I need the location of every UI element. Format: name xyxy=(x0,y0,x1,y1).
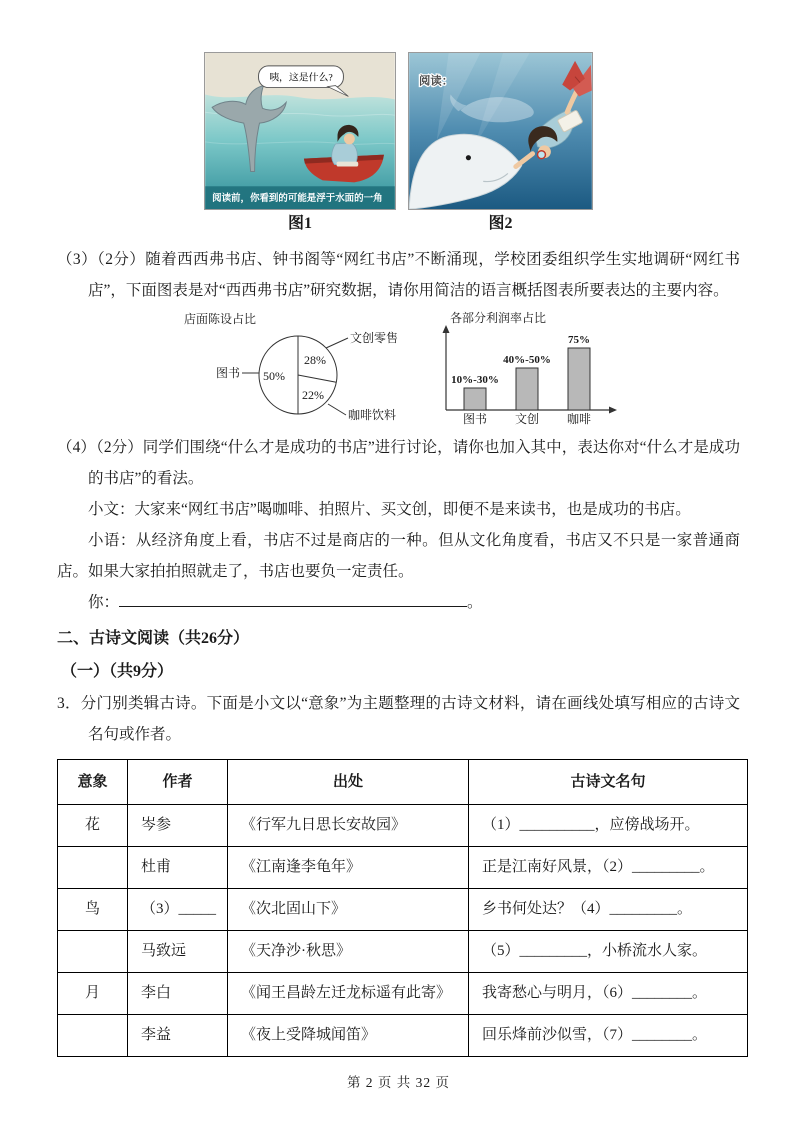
pie-value-books: 50% xyxy=(263,369,285,383)
header-imagery: 意象 xyxy=(58,760,128,805)
source-cell: 《江南逢李龟年》 xyxy=(228,847,469,889)
table-header-row xyxy=(58,760,748,805)
bar-chart-title: 各部分利润率占比 xyxy=(450,311,547,325)
bar-chart-profit-rate xyxy=(424,310,624,426)
speech-bubble-text: 咦，这是什么? xyxy=(269,72,333,84)
verse-cell: 回乐烽前沙似雪，（7）________。 xyxy=(469,1015,748,1057)
bar-books xyxy=(464,388,486,410)
whale-tail-boat-illustration xyxy=(204,52,396,210)
you-prefix: 你： xyxy=(88,594,120,611)
pie-label-coffee: 咖啡饮料 xyxy=(348,408,397,422)
source-cell: 《天净沙·秋思》 xyxy=(228,931,469,973)
bar-cultural xyxy=(516,368,538,410)
header-verse: 古诗文名句 xyxy=(469,760,748,805)
imagery-cell xyxy=(58,847,128,889)
source-cell: 《闻王昌龄左迁龙标遥有此寄》 xyxy=(228,973,469,1015)
source-cell: 《夜上受降城闻笛》 xyxy=(228,1015,469,1057)
figure-1 xyxy=(204,52,396,236)
bar-cat-coffee: 咖啡 xyxy=(566,412,592,426)
beluga-diver-illustration xyxy=(408,52,593,210)
figure-1-label: 图1 xyxy=(287,215,312,232)
page-number: 第 2 页 共 32 页 xyxy=(346,1075,451,1090)
bar-value-coffee: 75% xyxy=(568,334,590,346)
header-source: 出处 xyxy=(228,760,469,805)
section-2-heading: 二、古诗文阅读（共26分） xyxy=(57,630,250,647)
figure-2-label: 图2 xyxy=(488,215,513,232)
bar-value-books: 10%-30% xyxy=(451,374,499,386)
table-row xyxy=(58,889,748,931)
table-row xyxy=(58,847,748,889)
bar-value-cultural: 40%-50% xyxy=(503,354,551,366)
table-row xyxy=(58,1015,748,1057)
author-cell: 李益 xyxy=(128,1015,228,1057)
you-suffix: 。 xyxy=(467,594,483,611)
pie-label-cultural: 文创零售 xyxy=(350,331,399,345)
imagery-cell: 鸟 xyxy=(58,889,128,931)
imagery-cell: 月 xyxy=(58,973,128,1015)
imagery-cell xyxy=(58,931,128,973)
author-cell: 杜甫 xyxy=(128,847,228,889)
author-cell: （3）_____ xyxy=(128,889,228,931)
your-answer-line xyxy=(57,587,740,618)
item-3-intro: 3．分门别类辑古诗。下面是小文以“意象”为主题整理的古诗文材料，请在画线处填写相应的古诗文名句或作者。 xyxy=(57,695,740,743)
figures-row xyxy=(57,52,740,236)
author-cell: 岑参 xyxy=(128,805,228,847)
verse-cell: （5）_________，小桥流水人家。 xyxy=(469,931,748,973)
fig2-overlay-text: 阅读： xyxy=(419,75,454,88)
figure-2 xyxy=(408,52,593,236)
xiaoyu-statement: 小语：从经济角度上看，书店不过是商店的一种。但从文化角度看，书店又不只是一家普通商店。如果大家拍拍照就走了，书店也要负一定责任。 xyxy=(57,532,740,580)
verse-cell: 乡书何处达？（4）_________。 xyxy=(469,889,748,931)
question-3-text: （3）（2分）随着西西弗书店、钟书阁等“网红书店”不断涌现，学校团委组织学生实地调研“网红书店”，下面图表是对“西西弗书店”研究数据，请你用简洁的语言概括图表所要表达的主要内容。 xyxy=(57,251,740,299)
pie-value-coffee: 22% xyxy=(302,388,324,402)
fig1-caption-overlay: 阅读前，你看到的可能是浮于水面的一角 xyxy=(212,194,383,205)
imagery-cell xyxy=(58,1015,128,1057)
table-row xyxy=(58,805,748,847)
part-1-heading: （一）（共9分） xyxy=(61,663,174,680)
bar-coffee xyxy=(568,348,590,410)
verse-cell: 我寄愁心与明月，（6）________。 xyxy=(469,973,748,1015)
table-row xyxy=(58,973,748,1015)
child-body xyxy=(332,143,358,165)
bar-cat-cultural: 文创 xyxy=(514,412,540,426)
header-author: 作者 xyxy=(128,760,228,805)
table-row xyxy=(58,931,748,973)
charts-row xyxy=(182,310,740,426)
question-4-text: （4）（2分）同学们围绕“什么才是成功的书店”进行讨论，请你也加入其中，表达你对“什么才是成功的书店”的看法。 xyxy=(57,439,740,487)
source-cell: 《行军九日思长安故园》 xyxy=(228,805,469,847)
author-cell: 李白 xyxy=(128,973,228,1015)
author-cell: 马致远 xyxy=(128,931,228,973)
pie-value-cultural: 28% xyxy=(304,353,326,367)
imagery-cell: 花 xyxy=(58,805,128,847)
pie-label-books: 图书 xyxy=(215,366,240,380)
poem-table xyxy=(57,759,748,1057)
bar-cat-books: 图书 xyxy=(462,412,488,426)
answer-blank-line xyxy=(119,593,467,607)
pie-chart-store-layout xyxy=(182,310,410,422)
diving-goggles xyxy=(538,151,546,159)
verse-cell: 正是江南好风景，（2）_________。 xyxy=(469,847,748,889)
pie-chart-title: 店面陈设占比 xyxy=(184,312,257,326)
xiaowen-statement: 小文：大家来“网红书店”喝咖啡、拍照片、买文创，即便不是来读书，也是成功的书店。 xyxy=(88,501,691,518)
source-cell: 《次北固山下》 xyxy=(228,889,469,931)
verse-cell: （1）__________，应傍战场开。 xyxy=(469,805,748,847)
